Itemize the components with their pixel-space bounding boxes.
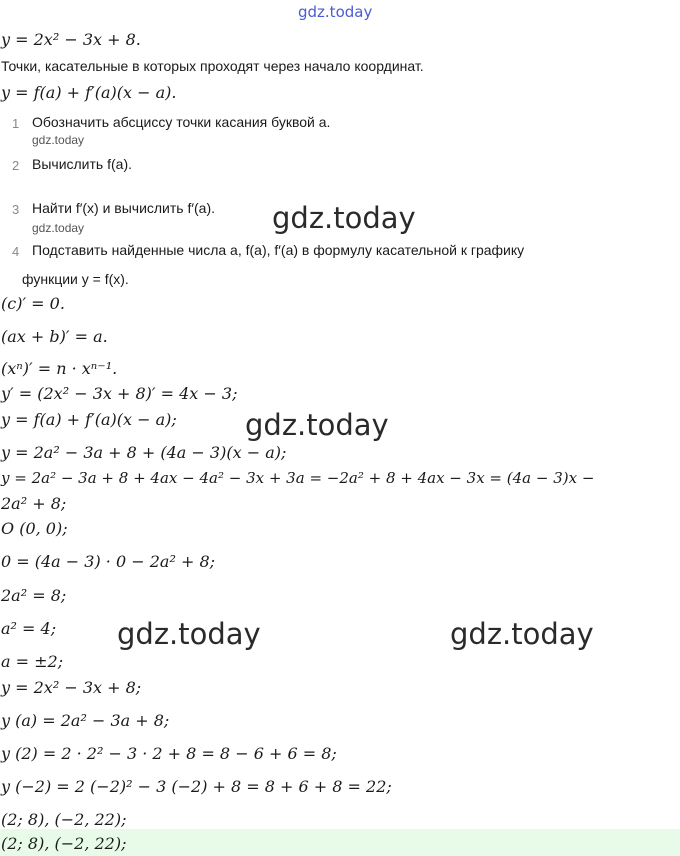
- watermark: gdz.today: [245, 408, 389, 442]
- step-number: 3: [12, 202, 20, 217]
- step-text-continued: функции y = f(x).: [22, 271, 129, 287]
- watermark-top: gdz.today: [298, 3, 373, 21]
- math-line: y = f(a) + f′(a)(x − a);: [1, 410, 177, 429]
- step-number: 2: [12, 158, 20, 173]
- step-text: Найти f′(x) и вычислить f′(a).: [32, 200, 215, 216]
- math-line: a = ±2;: [1, 652, 64, 671]
- step-number: 4: [12, 244, 20, 259]
- math-line: y′ = (2x² − 3x + 8)′ = 4x − 3;: [1, 384, 238, 403]
- math-line: (xⁿ)′ = n · xⁿ⁻¹.: [1, 359, 118, 378]
- step-number: 1: [12, 116, 20, 131]
- math-line: O (0, 0);: [1, 519, 68, 538]
- math-line: (ax + b)′ = a.: [1, 327, 108, 346]
- step-text: Подставить найденные числа a, f(a), f′(a) в формулу касательной к графику: [32, 242, 525, 258]
- watermark: gdz.today: [272, 201, 416, 235]
- math-line: y = 2a² − 3a + 8 + 4ax − 4a² − 3x + 3a = −2a² + 8 + 4ax − 3x = (4a − 3)x −: [1, 469, 595, 487]
- step-text: Обозначить абсциссу точки касания буквой a.: [32, 114, 331, 130]
- watermark: gdz.today: [117, 617, 261, 651]
- math-line: (c)′ = 0.: [1, 294, 65, 313]
- math-line: (2; 8), (−2, 22);: [1, 810, 127, 829]
- math-line: y (a) = 2a² − 3a + 8;: [1, 711, 170, 730]
- tangent-formula: y = f(a) + f′(a)(x − a).: [1, 83, 177, 102]
- watermark: gdz.today: [450, 617, 594, 651]
- step-text: Вычислить f(a).: [32, 156, 132, 172]
- math-line: y (2) = 2 · 2² − 3 · 2 + 8 = 8 − 6 + 6 = 8;: [1, 744, 337, 763]
- answer-line: (2; 8), (−2, 22);: [1, 834, 127, 853]
- math-line: 0 = (4a − 3) · 0 − 2a² + 8;: [1, 552, 216, 571]
- math-line: a² = 4;: [1, 619, 57, 638]
- math-line: y = 2x² − 3x + 8;: [1, 678, 142, 697]
- function-line: y = 2x² − 3x + 8.: [1, 30, 141, 49]
- step-watermark: gdz.today: [32, 133, 85, 147]
- math-line: y = 2a² − 3a + 8 + (4a − 3)(x − a);: [1, 443, 287, 462]
- math-line: 2a² + 8;: [1, 494, 67, 513]
- math-line: 2a² = 8;: [1, 586, 67, 605]
- math-line: y (−2) = 2 (−2)² − 3 (−2) + 8 = 8 + 6 + 8 = 22;: [1, 777, 392, 796]
- task-text: Точки, касательные в которых проходят через начало координат.: [1, 58, 424, 74]
- step-watermark: gdz.today: [32, 221, 85, 235]
